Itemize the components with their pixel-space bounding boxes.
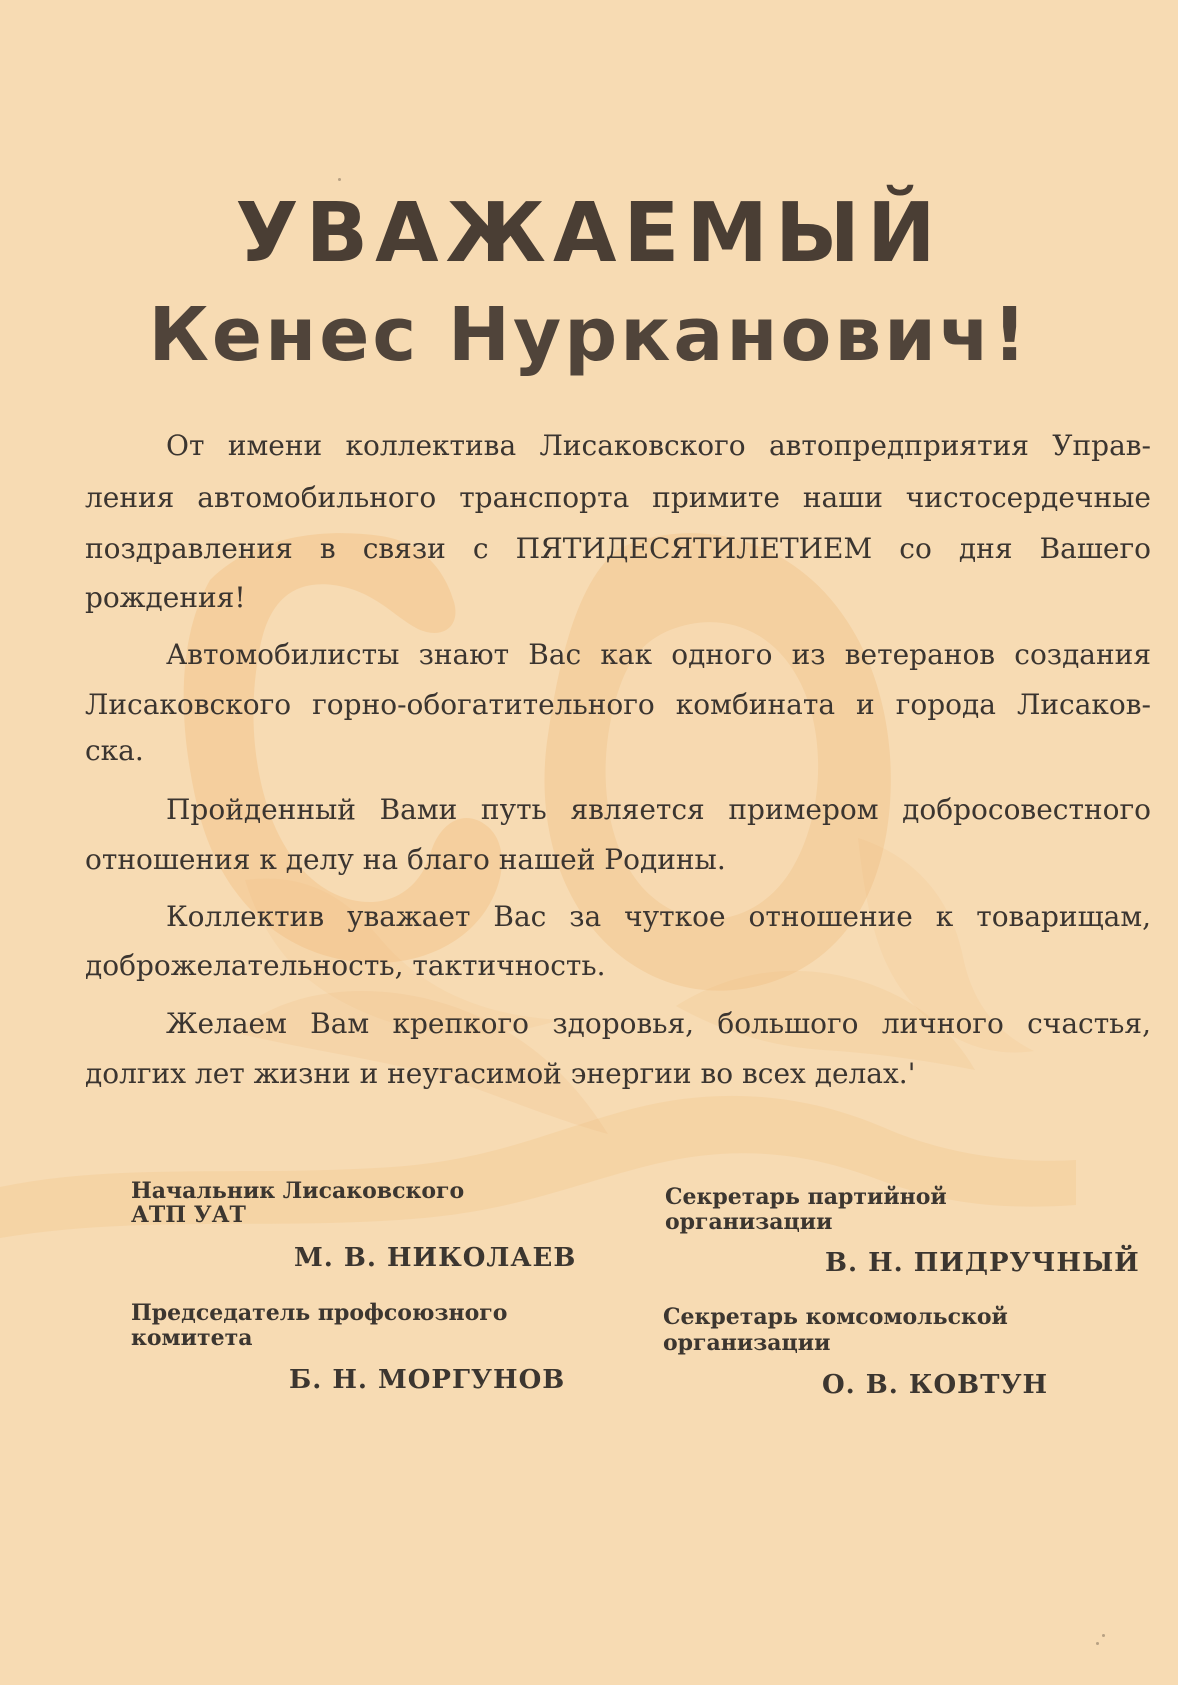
paper-speck [338, 178, 341, 181]
paper-speck [1096, 1642, 1099, 1645]
paragraph-5-line-1: Желаем Вам крепкого здоровья, большого личного счастья, [166, 1007, 1151, 1040]
signature-komsomol-name: О. В. КОВТУН [822, 1370, 1049, 1400]
signature-head-role-line-2: АТП УАТ [131, 1202, 246, 1228]
signature-party-role-line-1: Секретарь партийной [665, 1184, 947, 1210]
signature-head-role-line-1: Начальник Лисаковского [131, 1178, 465, 1204]
signature-union-name: Б. Н. МОРГУНОВ [289, 1365, 566, 1395]
page-title-line-1: УВАЖАЕМЫЙ [235, 186, 943, 281]
paragraph-2-line-3: ска. [85, 734, 144, 767]
paragraph-1-line-1: От имени коллектива Лисаковского автопредприятия Управ- [166, 429, 1151, 462]
paper-speck [1102, 1634, 1105, 1637]
paragraph-5-line-2: долгих лет жизни и неугасимой энергии во всех делах.' [85, 1057, 916, 1090]
paragraph-3-line-2: отношения к делу на благо нашей Родины. [85, 843, 726, 876]
signature-komsomol-role-line-2: организации [663, 1330, 831, 1356]
paragraph-2-line-1: Автомобилисты знают Вас как одного из ветеранов создания [166, 638, 1151, 671]
paragraph-2-line-2: Лисаковского горно-обогатительного комбината и города Лисаков- [85, 688, 1151, 721]
paragraph-3-line-1: Пройденный Вами путь является примером добросовестного [166, 793, 1151, 826]
signature-union-role-line-2: комитета [131, 1325, 253, 1351]
signature-head-name: М. В. НИКОЛАЕВ [294, 1243, 577, 1273]
paragraph-4-line-2: доброжелательность, тактичность. [85, 949, 606, 982]
signature-komsomol-role-line-1: Секретарь комсомольской [663, 1304, 1008, 1330]
signature-party-name: В. Н. ПИДРУЧНЫЙ [825, 1248, 1140, 1278]
paragraph-1-line-3: поздравления в связи с ПЯТИДЕСЯТИЛЕТИЕМ со дня Вашего [85, 532, 1151, 565]
page-title-line-2: Кенес Нурканович! [148, 292, 1030, 378]
signature-union-role-line-1: Председатель профсоюзного [131, 1300, 508, 1326]
paragraph-1-line-4: рождения! [85, 581, 246, 614]
paragraph-1-line-2: ления автомобильного транспорта примите наши чистосердечные [85, 481, 1151, 514]
signature-party-role-line-2: организации [665, 1209, 833, 1235]
paragraph-4-line-1: Коллектив уважает Вас за чуткое отношение к товарищам, [166, 900, 1151, 933]
